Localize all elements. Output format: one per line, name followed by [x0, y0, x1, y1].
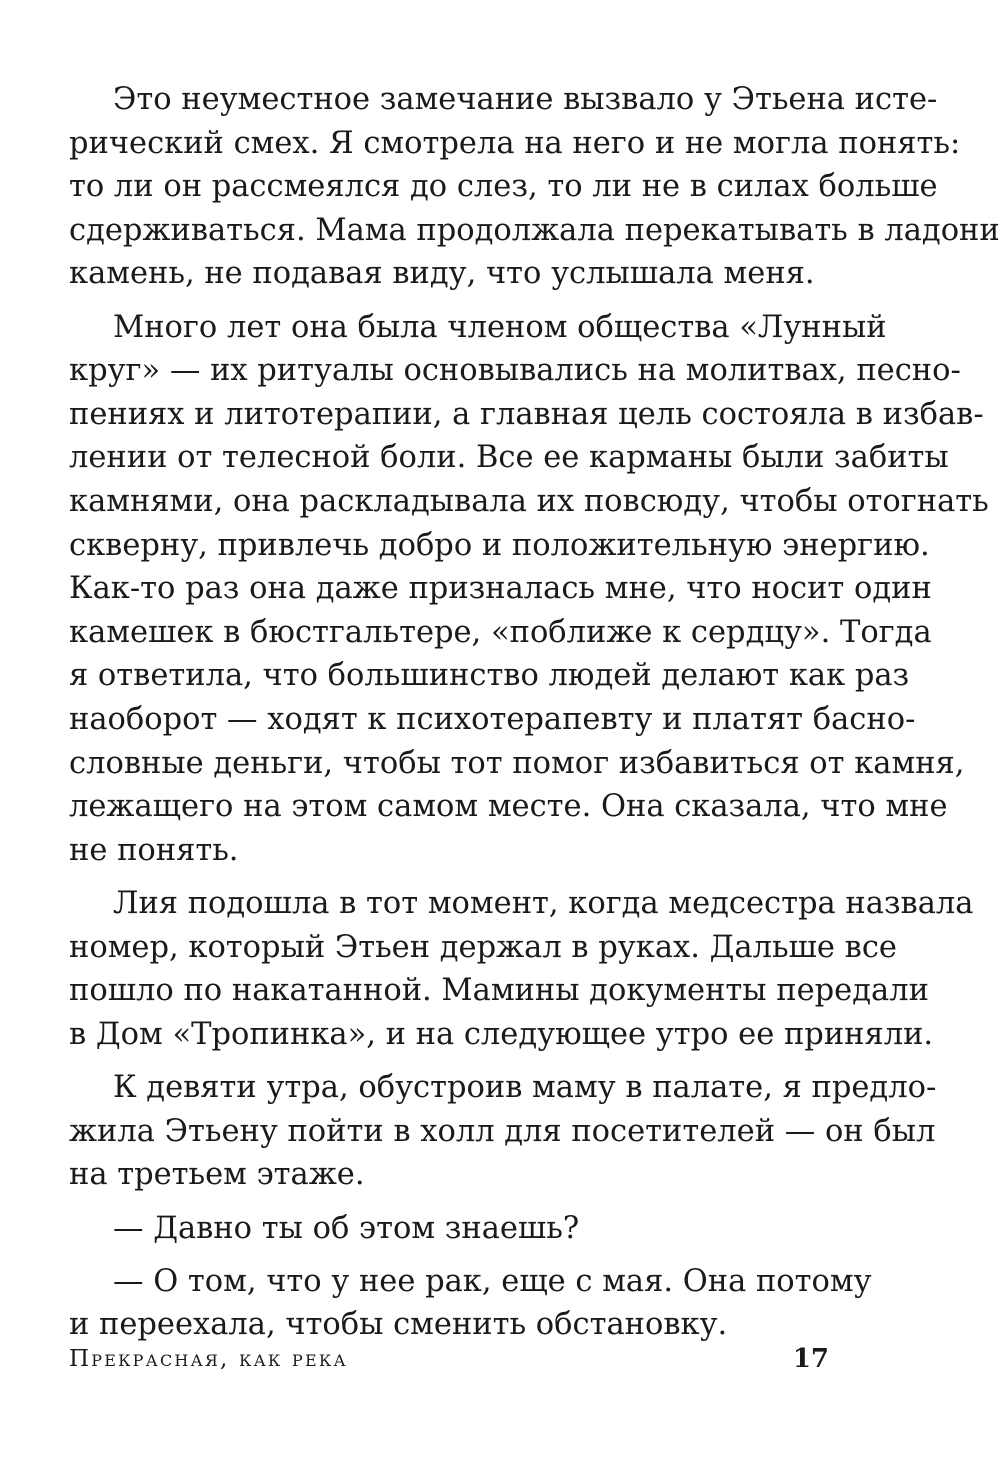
text-line: не понять.: [69, 832, 239, 868]
text-line: номер, который Этьен держал в руках. Дальше все: [69, 929, 897, 965]
text-line: — Давно ты об этом знаешь?: [113, 1210, 580, 1246]
text-line: Лия подошла в тот момент, когда медсестра назвала: [113, 886, 974, 922]
paragraph: [69, 1066, 937, 1197]
dialogue-line: [69, 1207, 827, 1251]
text-line: рический смех. Я смотрела на него и не могла понять:: [69, 125, 961, 161]
text-line: Как-то раз она даже призналась мне, что носит один: [69, 571, 932, 607]
text-line: сдерживаться. Мама продолжала перекатывать в ладони: [69, 212, 1000, 248]
text-line: камнями, она раскладывала их повсюду, чтобы отогнать: [69, 484, 989, 520]
text-line: пошло по накатанной. Мамины документы передали: [69, 973, 929, 1009]
text-line: Много лет она была членом общества «Лунный: [113, 309, 887, 345]
text-line: и переехала, чтобы сменить обстановку.: [69, 1307, 728, 1343]
text-line: круг» — их ритуалы основывались на молитвах, песно-: [69, 353, 961, 389]
page-body: [69, 78, 1000, 1347]
text-line: лежащего на этом самом месте. Она сказала, что мне: [69, 789, 948, 825]
page-footer: [69, 1346, 829, 1382]
paragraph: [69, 882, 974, 1056]
text-line: в Дом «Тропинка», и на следующее утро ее приняли.: [69, 1016, 934, 1052]
text-line: скверну, привлечь добро и положительную энергию.: [69, 527, 930, 563]
paragraph: [69, 78, 1000, 296]
text-line: то ли он рассмеялся до слез, то ли не в силах больше: [69, 169, 938, 205]
text-line: Это неуместное замечание вызвало у Этьена исте-: [113, 82, 938, 117]
text-line: жила Этьену пойти в холл для посетителей — он был: [69, 1113, 936, 1149]
text-line: я ответила, что большинство людей делают как раз: [69, 658, 910, 694]
text-line: — О том, что у нее рак, еще с мая. Она потому: [113, 1263, 872, 1299]
text-line: пениях и литотерапии, а главная цель состояла в избав-: [69, 396, 984, 432]
running-title: Прекрасная, как река: [69, 1346, 348, 1372]
text-line: лении от телесной боли. Все ее карманы были забиты: [69, 440, 949, 476]
page-number: 17: [792, 1344, 829, 1374]
paragraph: [69, 306, 989, 873]
dialogue-line: [69, 1260, 872, 1347]
text-line: наоборот — ходят к психотерапевту и платят басно-: [69, 702, 916, 737]
text-line: камешек в бюстгальтере, «поближе к сердцу». Тогда: [69, 614, 932, 650]
text-line: камень, не подавая виду, что услышала меня.: [69, 256, 815, 292]
text-line: словные деньги, чтобы тот помог избавиться от камня,: [69, 745, 965, 781]
text-line: К девяти утра, обустроив маму в палате, я предло-: [113, 1070, 937, 1106]
text-line: на третьем этаже.: [69, 1157, 365, 1193]
